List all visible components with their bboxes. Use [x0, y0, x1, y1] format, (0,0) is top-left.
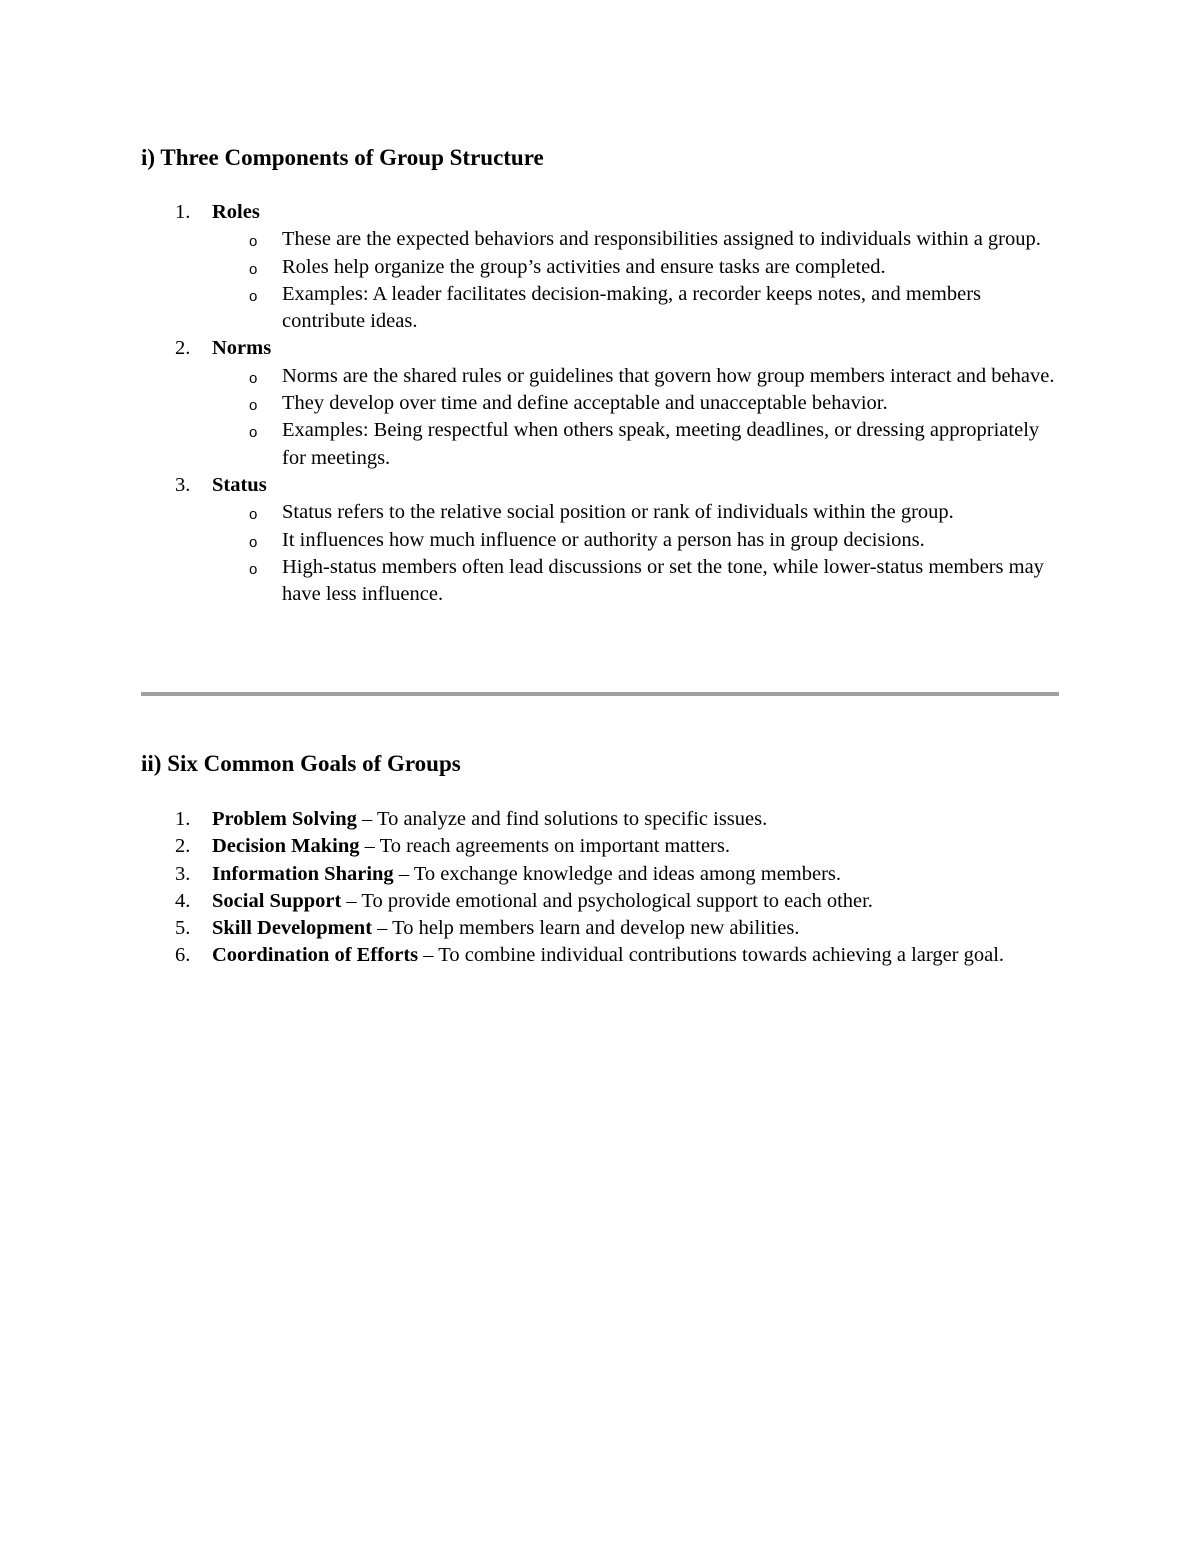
sub-list-item: o They develop over time and define acceptable and unacceptable behavior.: [0, 390, 1062, 417]
sub-list: [212, 499, 1062, 608]
list-number: 1.: [175, 808, 191, 830]
horizontal-divider: [141, 692, 1059, 696]
list-number: 2.: [175, 337, 191, 360]
list-item: [0, 942, 1062, 969]
sub-list-item: o Norms are the shared rules or guidelines that govern how group members interact and behave.: [0, 363, 1062, 390]
item-text: – To analyze and find solutions to specific issues.: [356, 808, 768, 830]
bullet-icon: o: [249, 560, 258, 578]
list-item: [0, 335, 1062, 471]
sub-list-item: o Roles help organize the group’s activities and ensure tasks are completed.: [0, 254, 1062, 281]
list-number: 1.: [175, 201, 191, 223]
item-label: Roles: [212, 201, 260, 223]
item-label: Social Support: [212, 889, 342, 912]
item-text: – To reach agreements on important matters.: [359, 835, 730, 858]
bullet-icon: o: [249, 233, 258, 251]
list-number: 3.: [175, 862, 191, 885]
item-text: – To combine individual contributions towards achieving a larger goal.: [418, 944, 1005, 967]
item-text: – To help members learn and develop new abilities.: [372, 917, 800, 940]
item-label: Information Sharing: [212, 862, 394, 885]
bullet-icon: o: [249, 506, 258, 524]
list-number: 2.: [175, 835, 191, 858]
sub-list-item: o Status refers to the relative social position or rank of individuals within the group.: [0, 499, 1062, 526]
item-text: – To provide emotional and psychological support to each other.: [341, 889, 873, 912]
sub-list-item: o Examples: Being respectful when others speak, meeting deadlines, or dressing appropriately for meetings.: [249, 419, 1040, 469]
item-label: Problem Solving: [212, 808, 357, 830]
group-structure-list: [0, 199, 1100, 608]
item-text: – To exchange knowledge and ideas among members.: [393, 862, 842, 885]
bullet-icon: o: [249, 369, 258, 387]
group-goals-list: [0, 806, 1100, 970]
bullet-icon: o: [249, 397, 258, 415]
list-item: [0, 833, 1062, 860]
item-label: Coordination of Efforts: [212, 944, 419, 967]
list-item: [0, 861, 1062, 888]
sub-list-item: o It influences how much influence or authority a person has in group decisions.: [0, 527, 1062, 554]
bullet-icon: o: [249, 260, 258, 278]
list-item: [0, 915, 1062, 942]
bullet-icon: o: [249, 533, 258, 551]
item-label: Skill Development: [212, 917, 373, 940]
section-1-heading: i) Three Components of Group Structure: [141, 145, 544, 170]
section-2-heading: ii) Six Common Goals of Groups: [141, 751, 461, 776]
sub-list-item: o Examples: A leader facilitates decision-making, a recorder keeps notes, and members contribute ideas.: [249, 282, 982, 333]
list-item: [0, 806, 1062, 833]
list-item: [0, 472, 1062, 608]
sub-list: [212, 226, 1062, 335]
bullet-icon: o: [249, 287, 258, 305]
list-item: [0, 199, 1062, 335]
item-label: Norms: [212, 337, 272, 360]
item-label: Status: [212, 473, 267, 496]
list-number: 6.: [175, 944, 191, 967]
list-number: 3.: [175, 473, 191, 496]
sub-list-item: o High-status members often lead discussions or set the tone, while lower-status members may have less influence.: [249, 555, 1044, 606]
sub-list: [212, 363, 1062, 472]
list-item: [0, 888, 1062, 915]
sub-list-item: o These are the expected behaviors and responsibilities assigned to individuals within a group.: [0, 226, 1062, 253]
item-label: Decision Making: [212, 835, 360, 858]
bullet-icon: o: [249, 424, 258, 442]
list-number: 5.: [175, 917, 191, 940]
list-number: 4.: [175, 889, 191, 912]
